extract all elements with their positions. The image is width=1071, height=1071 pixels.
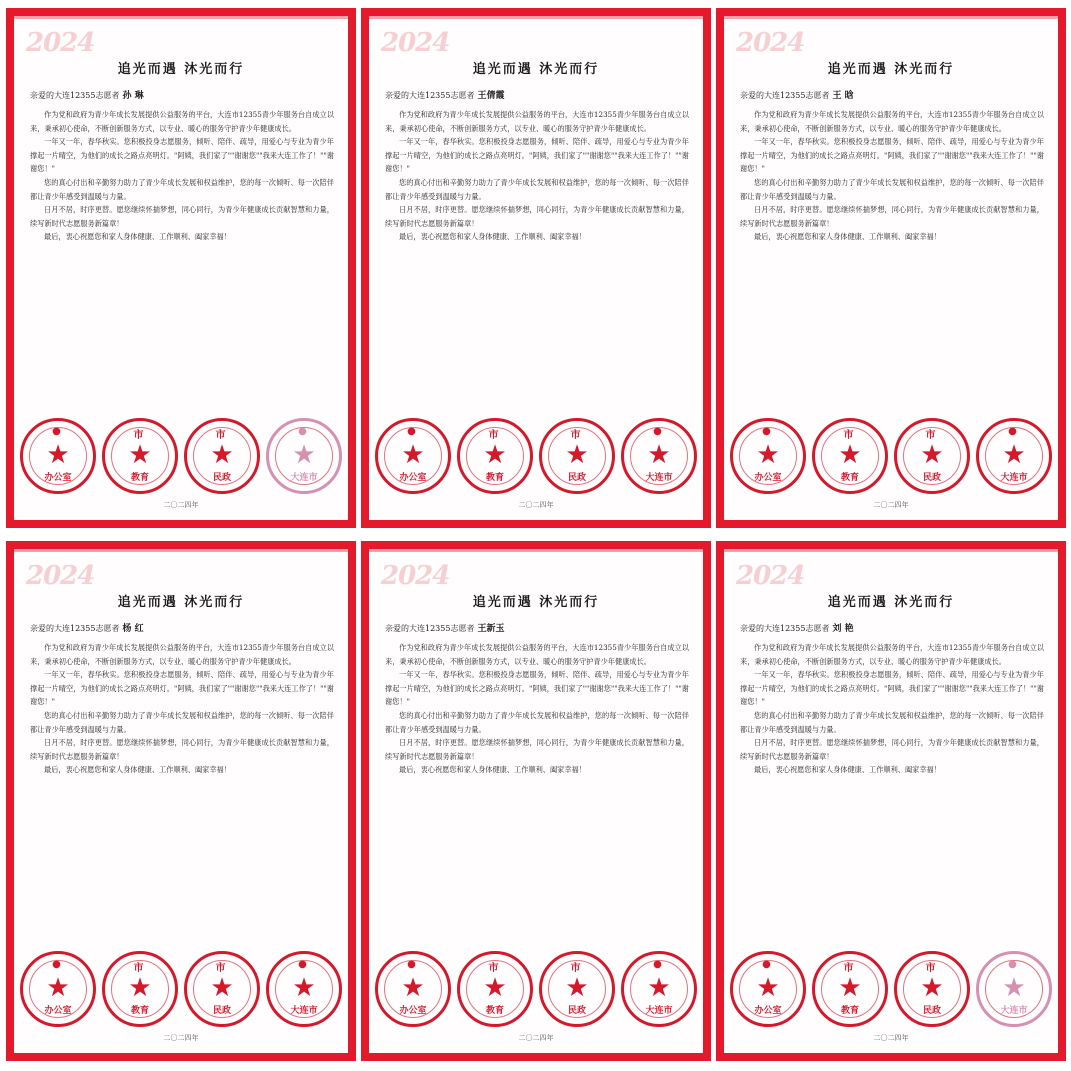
letter-card [6, 541, 356, 1061]
letter-paper [369, 549, 703, 1053]
star-icon: ★ [1002, 973, 1026, 1003]
letter-date: 二〇二四年 [518, 501, 554, 509]
stamp-label: 大连市 [645, 473, 673, 483]
letter-date: 二〇二四年 [518, 1034, 554, 1042]
body-paragraph: 作为党和政府为青少年成长发展提供公益服务的平台，大连市12355青少年服务台自成立以来，秉承初心使命，不断创新服务方式，以专业、暖心的服务守护青少年健康成长。 [385, 643, 689, 666]
official-seal-stamp: ● ★ 大连市 [976, 951, 1052, 1027]
letter-body [385, 641, 689, 777]
star-icon: ★ [401, 440, 425, 470]
letter-card [361, 8, 711, 528]
volunteer-name: 王新玉 [477, 624, 505, 634]
body-paragraph: 一年又一年，春华秋实。您积极投身志愿服务，倾听、陪伴、疏导，用爱心与专业为青少年撑起一片晴空，为他们的成长之路点亮明灯。"阿姨，我们家了""谢谢您""我来大连工作了！""谢谢您！" [385, 670, 689, 707]
letter-card [716, 8, 1066, 528]
official-seal-stamp: 市 ★ 民政 [539, 951, 615, 1027]
letter-date: 二〇二四年 [163, 501, 199, 509]
letter-card [6, 8, 356, 528]
stamp-label: 大连市 [1000, 1006, 1028, 1016]
stamp-label: 民政 [567, 473, 586, 483]
body-paragraph: 您的真心付出和辛勤努力助力了青少年成长发展和权益维护，您的每一次倾听、每一次陪伴都让青少年感受到温暖与力量。 [30, 177, 334, 201]
body-paragraph: 日月不居，时序更替。愿您继续怀揣梦想，同心同行，为青少年健康成长贡献智慧和力量，续写新时代志愿服务新篇章！ [30, 738, 334, 761]
star-icon: ★ [838, 440, 862, 470]
year-watermark: 2024 [736, 561, 805, 591]
letter-card [716, 541, 1066, 1061]
letter-title: 追光而遇 沐光而行 [472, 62, 600, 77]
stamp-label: 民政 [212, 473, 231, 483]
star-icon: ★ [920, 440, 944, 470]
stamp-row [728, 951, 1054, 1031]
star-icon: ★ [483, 440, 507, 470]
official-seal-stamp: ● ★ 大连市 [266, 951, 342, 1027]
stamp-label: 教育 [840, 473, 859, 483]
stamp-label: 民政 [567, 1006, 586, 1016]
year-watermark: 2024 [26, 561, 95, 591]
year-watermark: 2024 [381, 28, 450, 58]
greeting-line [30, 621, 336, 634]
year-watermark: 2024 [736, 28, 805, 58]
letter-paper [14, 16, 348, 520]
letter-paper [724, 549, 1058, 1053]
letter-body [30, 641, 334, 777]
body-paragraph: 日月不居，时序更替。愿您继续怀揣梦想，同心同行，为青少年健康成长贡献智慧和力量，续写新时代志愿服务新篇章！ [385, 738, 689, 761]
star-icon: ★ [210, 440, 234, 470]
letter-body [740, 108, 1044, 244]
star-icon: ★ [838, 973, 862, 1003]
official-seal-stamp: 市 ★ 民政 [539, 418, 615, 494]
stamp-label: 民政 [922, 1006, 941, 1016]
body-paragraph: 最后，衷心祝愿您和家人身体健康、工作顺利、阖家幸福！ [44, 232, 231, 242]
official-seal-stamp: ● ★ 大连市 [266, 418, 342, 494]
stamp-label: 教育 [485, 473, 504, 483]
star-icon: ★ [756, 440, 780, 470]
stamp-label: 大连市 [1000, 473, 1028, 483]
official-seal-stamp: 市 ★ 教育 [102, 951, 178, 1027]
greeting-line [385, 621, 691, 634]
official-seal-stamp: ● ★ 办公室 [20, 418, 96, 494]
body-paragraph: 您的真心付出和辛勤努力助力了青少年成长发展和权益维护，您的每一次倾听、每一次陪伴都让青少年感受到温暖与力量。 [385, 710, 689, 734]
official-seal-stamp: ● ★ 大连市 [621, 418, 697, 494]
letter-card [361, 541, 711, 1061]
body-paragraph: 日月不居，时序更替。愿您继续怀揣梦想，同心同行，为青少年健康成长贡献智慧和力量，续写新时代志愿服务新篇章！ [740, 205, 1044, 228]
official-seal-stamp: ● ★ 办公室 [375, 418, 451, 494]
star-icon: ★ [647, 440, 671, 470]
greeting-prefix: 亲爱的大连12355志愿者 [385, 91, 475, 100]
greeting-prefix: 亲爱的大连12355志愿者 [385, 624, 475, 633]
star-icon: ★ [920, 973, 944, 1003]
stamp-label: 教育 [130, 1006, 149, 1016]
body-paragraph: 作为党和政府为青少年成长发展提供公益服务的平台，大连市12355青少年服务台自成立以来，秉承初心使命，不断创新服务方式，以专业、暖心的服务守护青少年健康成长。 [385, 110, 689, 133]
letter-title: 追光而遇 沐光而行 [117, 62, 245, 77]
stamp-row [373, 951, 699, 1031]
volunteer-name: 王 晗 [832, 91, 854, 101]
volunteer-name: 刘 艳 [832, 624, 854, 634]
body-paragraph: 日月不居，时序更替。愿您继续怀揣梦想，同心同行，为青少年健康成长贡献智慧和力量，续写新时代志愿服务新篇章！ [30, 205, 334, 228]
year-watermark: 2024 [26, 28, 95, 58]
stamp-label: 民政 [212, 1006, 231, 1016]
body-paragraph: 一年又一年，春华秋实。您积极投身志愿服务，倾听、陪伴、疏导，用爱心与专业为青少年撑起一片晴空，为他们的成长之路点亮明灯。"阿姨，我们家了""谢谢您""我来大连工作了！""谢谢您！" [385, 137, 689, 174]
body-paragraph: 一年又一年，春华秋实。您积极投身志愿服务，倾听、陪伴、疏导，用爱心与专业为青少年撑起一片晴空，为他们的成长之路点亮明灯。"阿姨，我们家了""谢谢您""我来大连工作了！""谢谢您！" [30, 137, 334, 174]
stamp-label: 办公室 [44, 473, 72, 483]
official-seal-stamp: ● ★ 办公室 [20, 951, 96, 1027]
stamp-label: 教育 [485, 1006, 504, 1016]
stamp-label: 办公室 [399, 473, 427, 483]
body-paragraph: 最后，衷心祝愿您和家人身体健康、工作顺利、阖家幸福！ [399, 765, 586, 775]
greeting-line [740, 621, 1046, 634]
letter-title: 追光而遇 沐光而行 [472, 595, 600, 610]
year-watermark: 2024 [381, 561, 450, 591]
star-icon: ★ [647, 973, 671, 1003]
letter-title: 追光而遇 沐光而行 [117, 595, 245, 610]
stamp-row [18, 418, 344, 498]
body-paragraph: 日月不居，时序更替。愿您继续怀揣梦想，同心同行，为青少年健康成长贡献智慧和力量，续写新时代志愿服务新篇章！ [385, 205, 689, 228]
body-paragraph: 您的真心付出和辛勤努力助力了青少年成长发展和权益维护，您的每一次倾听、每一次陪伴都让青少年感受到温暖与力量。 [385, 177, 689, 201]
official-seal-stamp: ● ★ 大连市 [621, 951, 697, 1027]
star-icon: ★ [565, 440, 589, 470]
letter-date: 二〇二四年 [873, 501, 909, 509]
greeting-line [740, 88, 1046, 101]
letter-body [740, 641, 1044, 777]
body-paragraph: 您的真心付出和辛勤努力助力了青少年成长发展和权益维护，您的每一次倾听、每一次陪伴都让青少年感受到温暖与力量。 [740, 177, 1044, 201]
letter-title: 追光而遇 沐光而行 [827, 62, 955, 77]
body-paragraph: 最后，衷心祝愿您和家人身体健康、工作顺利、阖家幸福！ [754, 765, 941, 775]
volunteer-name: 杨 红 [122, 624, 144, 634]
body-paragraph: 最后，衷心祝愿您和家人身体健康、工作顺利、阖家幸福！ [754, 232, 941, 242]
letter-paper [369, 16, 703, 520]
star-icon: ★ [128, 440, 152, 470]
official-seal-stamp: ● ★ 大连市 [976, 418, 1052, 494]
official-seal-stamp: 市 ★ 民政 [184, 951, 260, 1027]
official-seal-stamp: 市 ★ 教育 [812, 418, 888, 494]
greeting-prefix: 亲爱的大连12355志愿者 [30, 624, 120, 633]
greeting-prefix: 亲爱的大连12355志愿者 [740, 91, 830, 100]
star-icon: ★ [292, 440, 316, 470]
greeting-line [385, 88, 691, 101]
stamp-label: 大连市 [645, 1006, 673, 1016]
stamp-label: 教育 [130, 473, 149, 483]
star-icon: ★ [756, 973, 780, 1003]
stamp-label: 办公室 [399, 1006, 427, 1016]
stamp-row [373, 418, 699, 498]
star-icon: ★ [1002, 440, 1026, 470]
official-seal-stamp: 市 ★ 民政 [894, 418, 970, 494]
official-seal-stamp: 市 ★ 民政 [894, 951, 970, 1027]
volunteer-name: 王倩霞 [477, 91, 505, 101]
star-icon: ★ [565, 973, 589, 1003]
greeting-line [30, 88, 336, 101]
greeting-prefix: 亲爱的大连12355志愿者 [30, 91, 120, 100]
body-paragraph: 作为党和政府为青少年成长发展提供公益服务的平台，大连市12355青少年服务台自成立以来，秉承初心使命，不断创新服务方式，以专业、暖心的服务守护青少年健康成长。 [740, 643, 1044, 666]
body-paragraph: 作为党和政府为青少年成长发展提供公益服务的平台，大连市12355青少年服务台自成立以来，秉承初心使命，不断创新服务方式，以专业、暖心的服务守护青少年健康成长。 [740, 110, 1044, 133]
letter-body [385, 108, 689, 244]
body-paragraph: 您的真心付出和辛勤努力助力了青少年成长发展和权益维护，您的每一次倾听、每一次陪伴都让青少年感受到温暖与力量。 [740, 710, 1044, 734]
star-icon: ★ [128, 973, 152, 1003]
letter-date: 二〇二四年 [873, 1034, 909, 1042]
official-seal-stamp: 市 ★ 教育 [457, 418, 533, 494]
body-paragraph: 日月不居，时序更替。愿您继续怀揣梦想，同心同行，为青少年健康成长贡献智慧和力量，续写新时代志愿服务新篇章！ [740, 738, 1044, 761]
official-seal-stamp: 市 ★ 民政 [184, 418, 260, 494]
body-paragraph: 最后，衷心祝愿您和家人身体健康、工作顺利、阖家幸福！ [44, 765, 231, 775]
stamp-label: 民政 [922, 473, 941, 483]
letter-paper [724, 16, 1058, 520]
star-icon: ★ [483, 973, 507, 1003]
official-seal-stamp: ● ★ 办公室 [730, 418, 806, 494]
body-paragraph: 作为党和政府为青少年成长发展提供公益服务的平台，大连市12355青少年服务台自成立以来，秉承初心使命，不断创新服务方式，以专业、暖心的服务守护青少年健康成长。 [30, 643, 334, 666]
star-icon: ★ [46, 440, 70, 470]
body-paragraph: 一年又一年，春华秋实。您积极投身志愿服务，倾听、陪伴、疏导，用爱心与专业为青少年撑起一片晴空，为他们的成长之路点亮明灯。"阿姨，我们家了""谢谢您""我来大连工作了！""谢谢您！" [740, 137, 1044, 174]
stamp-row [728, 418, 1054, 498]
stamp-label: 大连市 [290, 1006, 318, 1016]
official-seal-stamp: 市 ★ 教育 [812, 951, 888, 1027]
stamp-row [18, 951, 344, 1031]
star-icon: ★ [401, 973, 425, 1003]
stamp-label: 办公室 [754, 473, 782, 483]
star-icon: ★ [210, 973, 234, 1003]
official-seal-stamp: 市 ★ 教育 [102, 418, 178, 494]
body-paragraph: 您的真心付出和辛勤努力助力了青少年成长发展和权益维护，您的每一次倾听、每一次陪伴都让青少年感受到温暖与力量。 [30, 710, 334, 734]
letter-date: 二〇二四年 [163, 1034, 199, 1042]
letter-paper [14, 549, 348, 1053]
official-seal-stamp: 市 ★ 教育 [457, 951, 533, 1027]
star-icon: ★ [292, 973, 316, 1003]
official-seal-stamp: ● ★ 办公室 [375, 951, 451, 1027]
body-paragraph: 一年又一年，春华秋实。您积极投身志愿服务，倾听、陪伴、疏导，用爱心与专业为青少年撑起一片晴空，为他们的成长之路点亮明灯。"阿姨，我们家了""谢谢您""我来大连工作了！""谢谢您！" [740, 670, 1044, 707]
volunteer-name: 孙 琳 [122, 91, 144, 101]
letter-title: 追光而遇 沐光而行 [827, 595, 955, 610]
stamp-label: 办公室 [44, 1006, 72, 1016]
stamp-label: 办公室 [754, 1006, 782, 1016]
official-seal-stamp: ● ★ 办公室 [730, 951, 806, 1027]
letter-body [30, 108, 334, 244]
stamp-label: 教育 [840, 1006, 859, 1016]
greeting-prefix: 亲爱的大连12355志愿者 [740, 624, 830, 633]
body-paragraph: 一年又一年，春华秋实。您积极投身志愿服务，倾听、陪伴、疏导，用爱心与专业为青少年撑起一片晴空，为他们的成长之路点亮明灯。"阿姨，我们家了""谢谢您""我来大连工作了！""谢谢您！" [30, 670, 334, 707]
body-paragraph: 作为党和政府为青少年成长发展提供公益服务的平台，大连市12355青少年服务台自成立以来，秉承初心使命，不断创新服务方式，以专业、暖心的服务守护青少年健康成长。 [30, 110, 334, 133]
body-paragraph: 最后，衷心祝愿您和家人身体健康、工作顺利、阖家幸福！ [399, 232, 586, 242]
star-icon: ★ [46, 973, 70, 1003]
stamp-label: 大连市 [290, 473, 318, 483]
